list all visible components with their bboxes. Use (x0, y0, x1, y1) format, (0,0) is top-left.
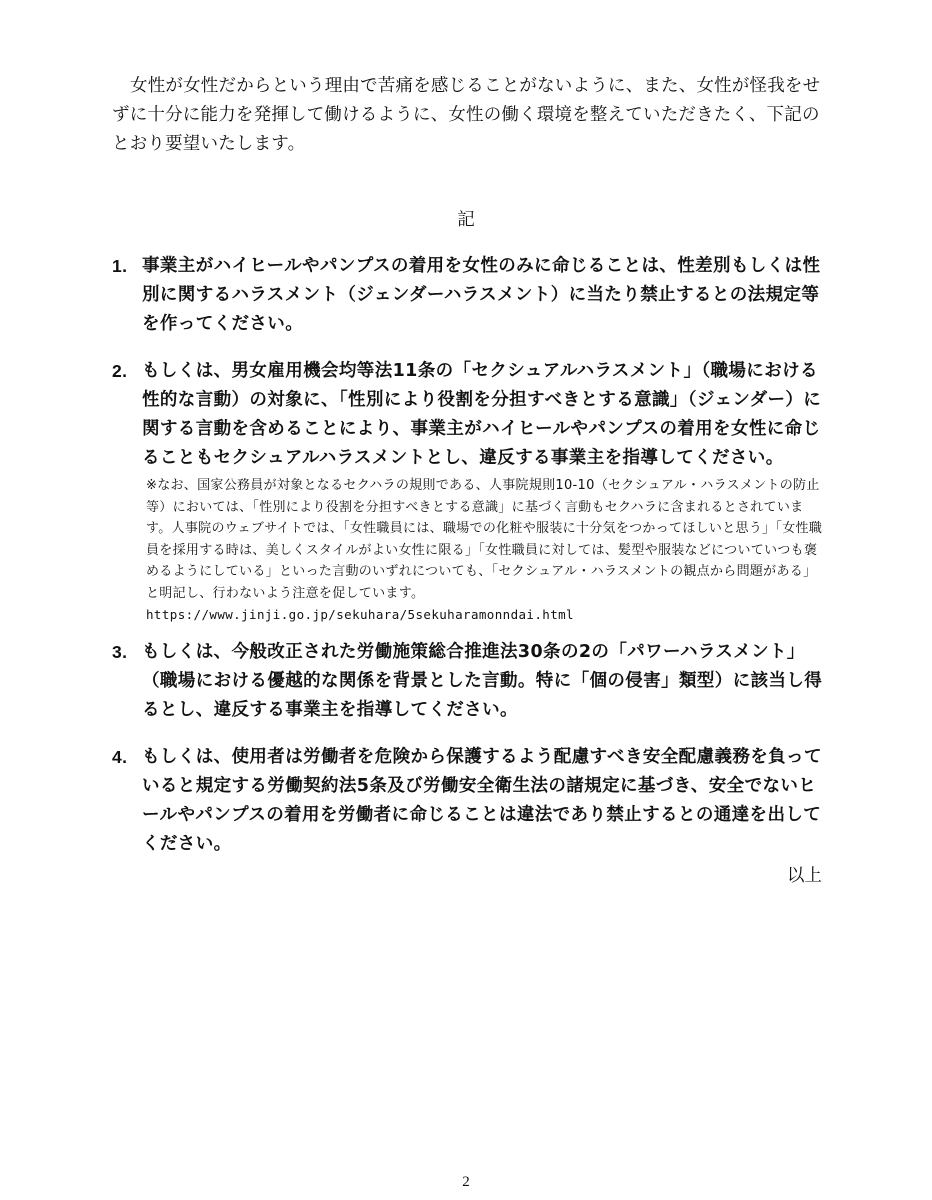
item-number: 3. (112, 642, 128, 662)
intro-paragraph: 女性が女性だからという理由で苦痛を感じることがないように、また、女性が怪我をせずに十分に能力を発揮して働けるように、女性の働く環境を整えていただきたく、下記のとおり要望いたします。 (112, 76, 821, 154)
item-number: 1. (112, 256, 128, 276)
item-number: 4. (112, 747, 128, 767)
note-text: ※なお、国家公務員が対象となるセクハラの規則である、人事院規則10-10（セクシュアル・ハラスメントの防止等）においては、「性別により役割を分担すべきとする意識」に基づく言動もセクハラに含まれるとされています。人事院のウェブサイトでは、「女性職員には、職場での化粧や服装に十分気をつかってほしいと思う」「女性職員を採用する時は、美しくスタイルがよい女性に限る」「女性職員に対しては、髪型や服装などについていつも褒めるようにしている」といった言動のいずれについても、「セクシュアル・ハラスメントの観点から問題がある」と明記し、行わないよう注意を促しています。 (146, 478, 823, 601)
item-text: もしくは、男女雇用機会均等法11条の「セクシュアルハラスメント」（職場における性的な言動）の対象に、「性別により役割を分担すべきとする意識」（ジェンダー）に関する言動を含めることにより、事業主がハイヒールやパンプスの着用を女性に命じることもセクシュアルハラスメントとし、違反する事業主を指導してください。 (142, 361, 822, 468)
ki-heading: 記 (457, 210, 475, 230)
request-item-4 (112, 743, 828, 859)
item-text: もしくは、今般改正された労働施策総合推進法30条の2の「パワーハラスメント」（職場における優越的な関係を背景とした言動。特に「個の侵害」類型）に該当し得るとし、違反する事業主を指導してください。 (142, 642, 823, 720)
request-item-2 (112, 357, 828, 638)
request-item-1 (112, 252, 828, 357)
request-list (112, 252, 828, 859)
item-text: 事業主がハイヒールやパンプスの着用を女性のみに命じることは、性差別もしくは性別に関するハラスメント（ジェンダーハラスメント）に当たり禁止するとの法規定等を作ってください。 (142, 256, 821, 334)
page-number: 2 (462, 1174, 470, 1190)
closing-mark: 以上 (787, 866, 822, 886)
reference-url: https://www.jinji.go.jp/sekuhara/5sekuharamonndai.html (146, 607, 574, 622)
item-number: 2. (112, 361, 128, 381)
request-item-3 (112, 638, 828, 743)
item-text: もしくは、使用者は労働者を危険から保護するよう配慮すべき安全配慮義務を負っていると規定する労働契約法5条及び労働安全衛生法の諸規定に基づき、安全でないヒールやパンプスの着用を労働者に命じることは違法であり禁止するとの通達を出してください。 (142, 747, 822, 854)
